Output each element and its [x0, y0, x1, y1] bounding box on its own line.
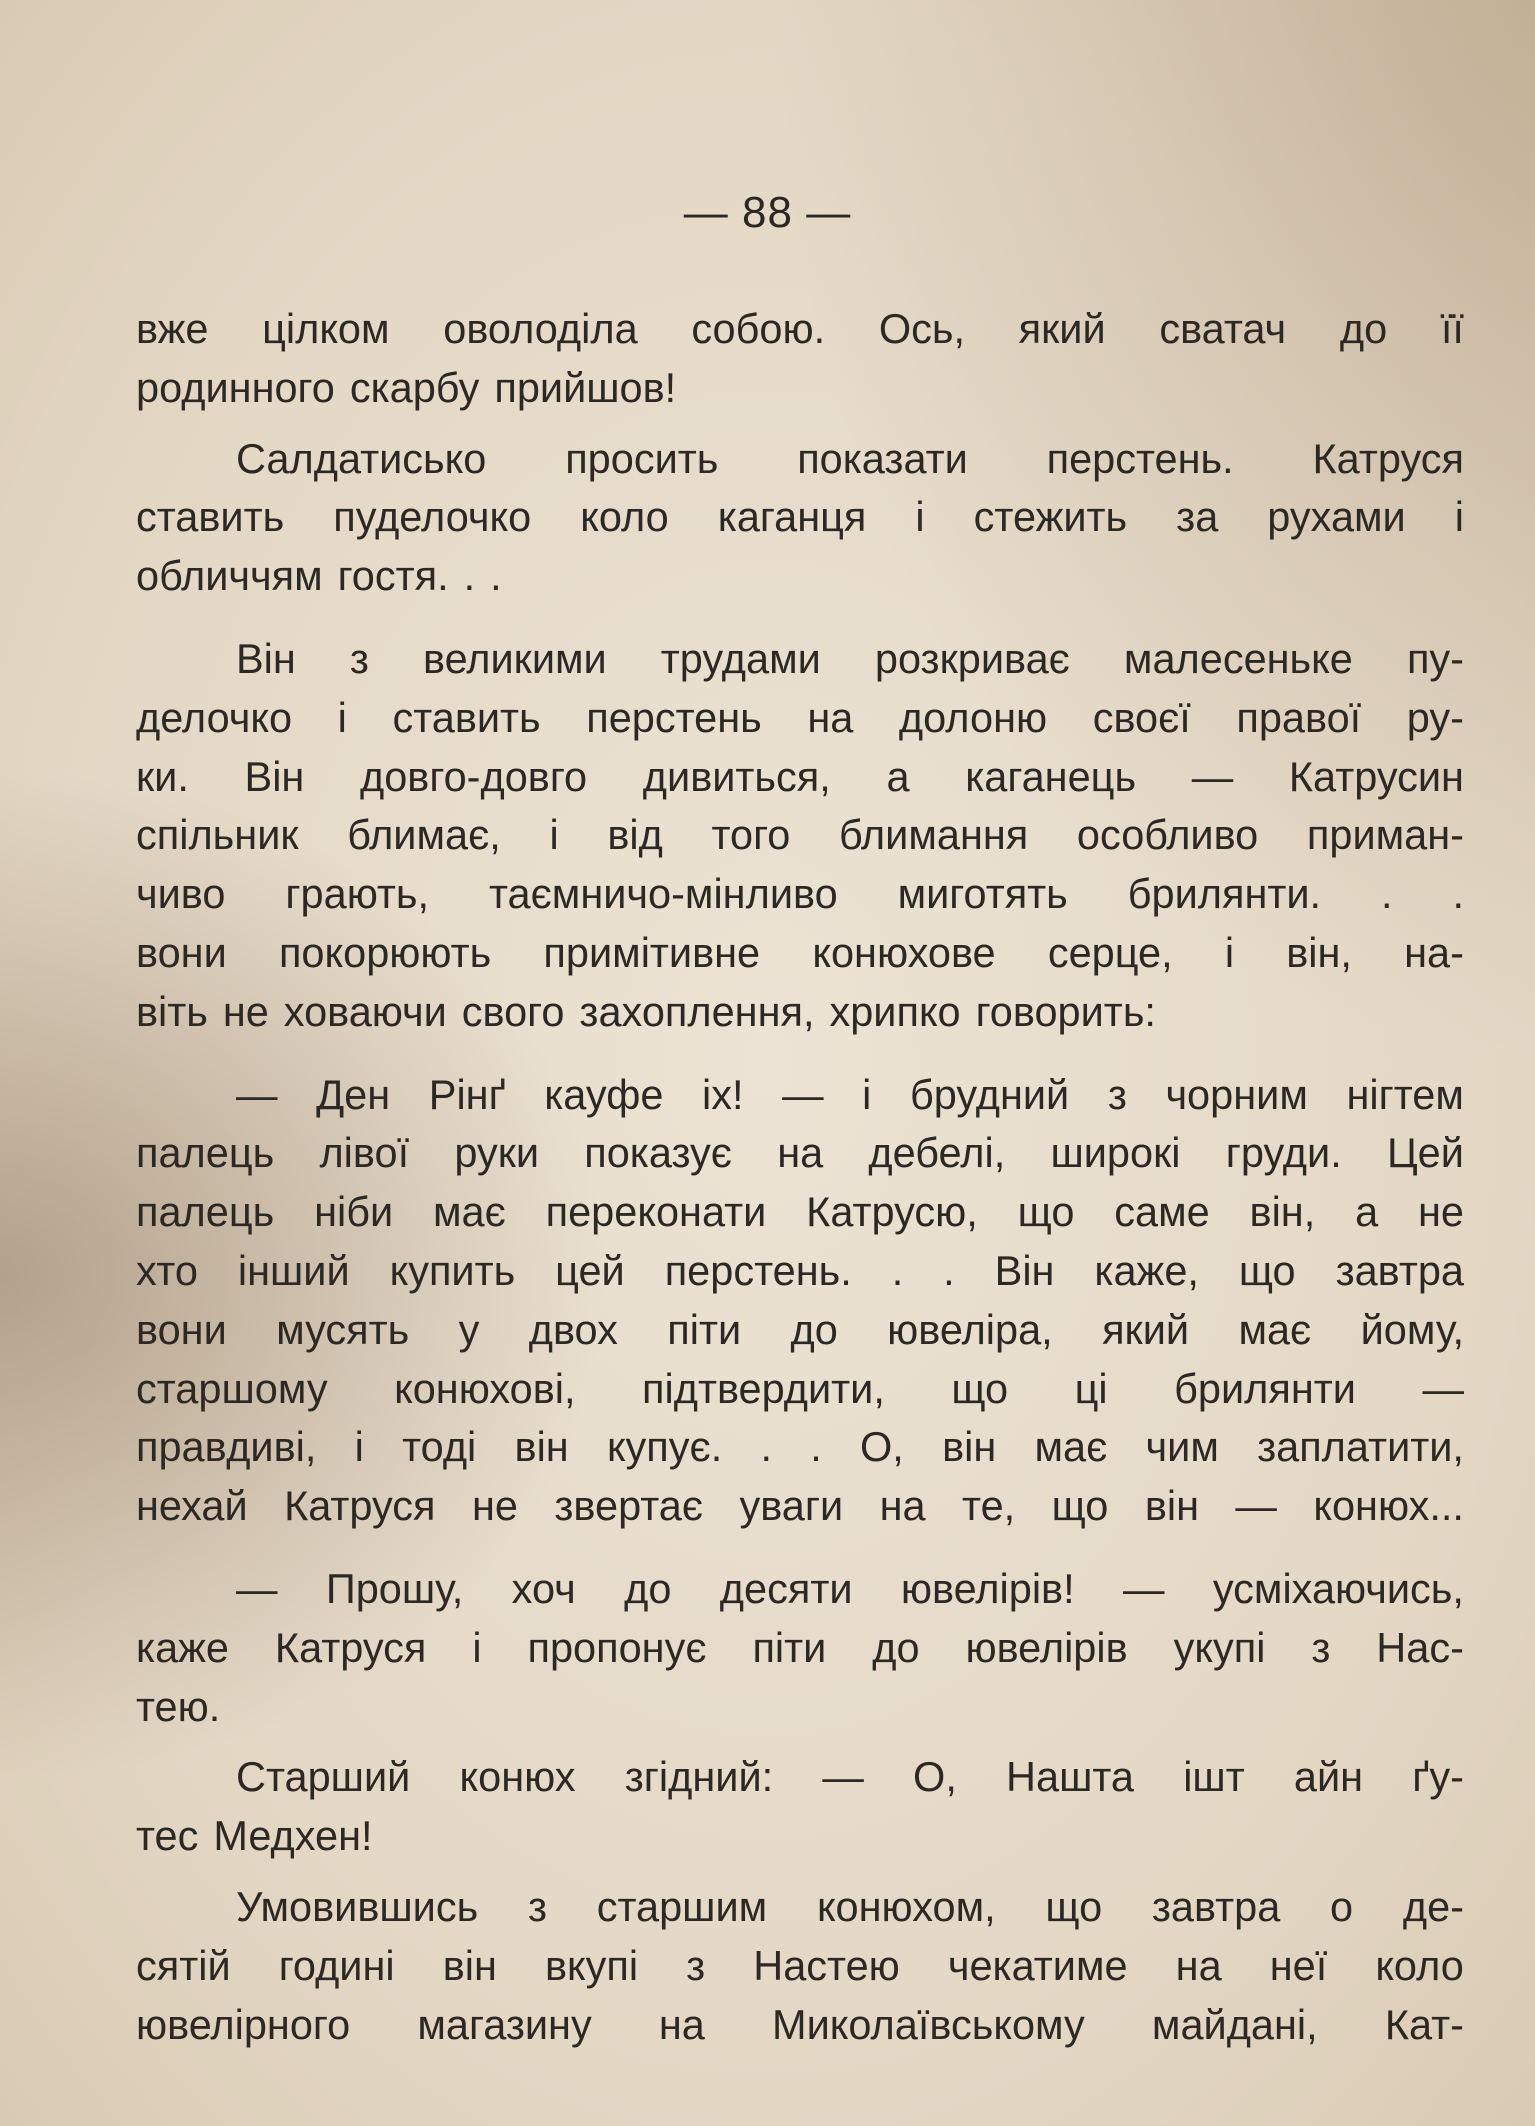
word: і: [1224, 928, 1235, 976]
word: завтра: [1151, 1882, 1281, 1930]
word: .: [1381, 870, 1393, 918]
word: правдиві,: [136, 1423, 317, 1471]
word: вже: [136, 305, 209, 352]
word: —: [236, 1564, 278, 1612]
word: лівої: [319, 1129, 410, 1177]
word: трудами: [660, 634, 821, 682]
word: айн: [1293, 1753, 1364, 1801]
word: підтвердити,: [642, 1364, 885, 1412]
word: палець: [136, 1188, 275, 1236]
word: .: [891, 1246, 904, 1294]
word: —: [782, 1070, 824, 1118]
word: Він: [236, 634, 296, 682]
word: який: [1102, 1305, 1190, 1353]
word: ювелірів: [965, 1623, 1128, 1671]
word: каганець: [965, 752, 1137, 800]
word: Ось,: [878, 305, 965, 352]
word: від: [607, 811, 663, 859]
word: переконати: [545, 1188, 767, 1236]
word: о: [1330, 1882, 1354, 1930]
word: ніби: [314, 1188, 394, 1236]
word: просить: [565, 434, 719, 482]
word: на: [658, 2000, 705, 2048]
word: з: [1107, 1070, 1127, 1118]
text-line: [136, 1878, 1464, 1937]
word: особливо: [1076, 811, 1259, 859]
word: дебелі,: [868, 1129, 1006, 1177]
word: укупі: [1173, 1623, 1266, 1671]
word: до: [872, 1623, 920, 1671]
word: перстень.: [664, 1246, 852, 1294]
text-line: [136, 300, 1464, 359]
word: хто: [136, 1246, 198, 1294]
word: делочко: [136, 693, 293, 741]
word: миготять: [897, 870, 1068, 918]
word: піти: [752, 1623, 827, 1671]
word: має: [1238, 1305, 1312, 1353]
word: долоню: [898, 693, 1048, 741]
word: .: [810, 1423, 822, 1471]
text-line: [136, 1183, 1464, 1242]
word: .: [463, 552, 476, 600]
word: цей: [555, 1246, 625, 1294]
text-line: [136, 359, 1464, 418]
word: до: [624, 1564, 672, 1612]
word: О,: [913, 1753, 957, 1801]
word: коло: [1375, 1941, 1464, 1989]
word: нігтем: [1346, 1070, 1464, 1118]
text-line: [136, 806, 1464, 865]
text-line: [136, 1242, 1464, 1301]
word: на-: [1404, 928, 1464, 976]
word: годині: [278, 1941, 395, 1989]
word: правої: [1236, 693, 1362, 741]
text-line: [136, 1418, 1464, 1477]
word: Катрусин: [1288, 752, 1464, 800]
word: приман-: [1306, 811, 1464, 859]
word: .: [490, 552, 502, 600]
word: Катруся: [284, 1482, 436, 1530]
word: уваги: [739, 1482, 844, 1530]
word: .: [943, 1246, 955, 1294]
word: з: [349, 634, 369, 682]
word: пу-: [1406, 634, 1464, 682]
word: нехай: [136, 1482, 248, 1530]
word: —: [1191, 752, 1234, 800]
word: ґу-: [1412, 1753, 1464, 1801]
word: каганця: [717, 493, 867, 541]
word: він,: [1249, 1188, 1316, 1236]
word: хрипко: [829, 987, 961, 1035]
word: що: [1045, 1882, 1103, 1930]
word: усміхаючись,: [1212, 1564, 1464, 1612]
word: на: [777, 1129, 824, 1177]
word: не: [222, 987, 269, 1035]
word: вкупі: [544, 1941, 639, 1989]
word: конюхове: [812, 928, 996, 976]
word: купить: [389, 1246, 516, 1294]
word: не: [471, 1482, 518, 1530]
word: своєї: [1092, 693, 1191, 741]
text-line: [136, 547, 1464, 606]
word: має: [433, 1188, 506, 1236]
word: і: [549, 811, 559, 859]
word: дивиться,: [642, 752, 831, 800]
word: Катруся: [1312, 434, 1464, 482]
page-number: — 88 —: [683, 188, 852, 237]
word: хоч: [511, 1564, 576, 1612]
word: який: [1018, 305, 1106, 352]
text-line: [136, 748, 1464, 807]
word: родинного: [136, 363, 335, 411]
word: до: [1339, 305, 1388, 352]
word: спільник: [136, 811, 299, 859]
word: Цей: [1386, 1129, 1464, 1177]
word: вони: [136, 1305, 227, 1353]
word: з: [686, 1941, 706, 1989]
word: пуделочко: [333, 493, 532, 541]
word: завтра: [1335, 1246, 1464, 1294]
word: чиво: [136, 870, 226, 918]
word: блимання: [839, 811, 1029, 859]
text-line: [136, 865, 1464, 924]
word: віть: [136, 987, 208, 1035]
word: він,: [1286, 928, 1352, 976]
word: малесеньке: [1123, 634, 1353, 682]
word: ці: [1074, 1364, 1108, 1412]
word: і: [1454, 493, 1464, 541]
word: брилянти.: [1127, 870, 1322, 918]
word: конюх...: [1313, 1482, 1464, 1530]
word: —: [1123, 1564, 1165, 1612]
word: ставить: [136, 493, 285, 541]
word: тоді: [402, 1423, 477, 1471]
word: і: [337, 693, 347, 741]
word: примітивне: [543, 928, 761, 976]
word: вони: [136, 928, 227, 976]
word: кауфе: [544, 1070, 664, 1118]
word: обличчям: [136, 552, 323, 600]
word: того: [711, 811, 791, 859]
word: Ден: [316, 1070, 391, 1118]
word: Прошу,: [325, 1564, 464, 1612]
word: таємничо-мінливо: [488, 870, 838, 918]
word: чекатиме: [947, 1941, 1128, 1989]
word: ювелірного: [136, 2000, 351, 2048]
text-line: [136, 1748, 1464, 1807]
word: великими: [422, 634, 607, 682]
word: оволоділа: [443, 305, 638, 352]
word: з: [527, 1882, 547, 1930]
word: показати: [797, 434, 968, 482]
word: серце,: [1047, 928, 1173, 976]
word: ховаючи: [283, 987, 447, 1035]
word: а: [886, 752, 910, 800]
word: заплатити,: [1257, 1423, 1464, 1471]
word: тею.: [136, 1682, 221, 1730]
word: чорним: [1165, 1070, 1308, 1118]
word: сватач: [1159, 305, 1287, 352]
word: палець: [136, 1129, 275, 1177]
word: покорюють: [278, 928, 492, 976]
word: рухами: [1267, 493, 1406, 541]
word: ішт: [1183, 1753, 1245, 1801]
word: неї: [1269, 1941, 1328, 1989]
word: з: [1311, 1623, 1331, 1671]
text-line: [136, 983, 1464, 1042]
word: груди.: [1225, 1129, 1342, 1177]
word: купує.: [606, 1423, 723, 1471]
word: говорить:: [975, 987, 1156, 1035]
word: він: [1144, 1482, 1199, 1530]
word: Салдатисько: [236, 434, 487, 482]
word: старшим: [596, 1882, 768, 1930]
word: —: [822, 1753, 864, 1801]
word: Катрусю,: [806, 1188, 978, 1236]
text-line: [136, 1619, 1464, 1678]
word: до: [790, 1305, 838, 1353]
word: —: [1235, 1482, 1277, 1530]
word: звертає: [554, 1482, 704, 1530]
word: старшому: [136, 1364, 328, 1412]
word: каже,: [1094, 1246, 1199, 1294]
text-line: [136, 1124, 1464, 1183]
word: Кат-: [1384, 2000, 1464, 2048]
word: інший: [237, 1246, 350, 1294]
word: прийшов!: [494, 363, 677, 411]
word: О,: [860, 1423, 904, 1471]
word: те,: [962, 1482, 1016, 1530]
word: сятій: [136, 1941, 231, 1989]
text-line: [136, 1807, 1464, 1866]
word: брилянти: [1174, 1364, 1356, 1412]
word: має: [1034, 1423, 1108, 1471]
word: йому,: [1360, 1305, 1464, 1353]
text-line: [136, 430, 1464, 489]
word: де-: [1402, 1882, 1464, 1930]
word: Нашта: [1006, 1753, 1135, 1801]
word: широкі: [1050, 1129, 1181, 1177]
word: і: [472, 1623, 482, 1671]
word: він: [442, 1941, 497, 1989]
text-line: [136, 689, 1464, 748]
word: двох: [528, 1305, 618, 1353]
word: що: [1051, 1482, 1109, 1530]
word: Настею: [753, 1941, 900, 1989]
text-line: [136, 1560, 1464, 1619]
word: не: [1417, 1188, 1464, 1236]
word: магазину: [417, 2000, 592, 2048]
word: і: [354, 1423, 364, 1471]
text-line: [136, 1360, 1464, 1419]
word: ру-: [1406, 693, 1464, 741]
word: захоплення,: [579, 987, 815, 1035]
text-line: [136, 1937, 1464, 1996]
word: стежить: [973, 493, 1128, 541]
word: ювеліра,: [887, 1305, 1053, 1353]
word: руки: [454, 1129, 540, 1177]
word: свого: [461, 987, 565, 1035]
word: Він: [994, 1246, 1055, 1294]
word: .: [1452, 870, 1464, 918]
word: іх!: [702, 1070, 744, 1118]
word: Нас-: [1376, 1623, 1464, 1671]
word: коло: [580, 493, 669, 541]
word: гостя.: [337, 552, 449, 600]
word: він: [942, 1423, 997, 1471]
text-line: [136, 1301, 1464, 1360]
text-line: [136, 488, 1464, 547]
word: майдані,: [1151, 2000, 1318, 2048]
page-text: [136, 300, 1464, 2054]
word: довго-довго: [360, 752, 588, 800]
word: брудний: [909, 1070, 1070, 1118]
word: що: [1017, 1188, 1075, 1236]
text-line: [136, 1477, 1464, 1536]
word: і: [915, 493, 925, 541]
text-line: [136, 924, 1464, 983]
word: у: [458, 1305, 480, 1353]
word: за: [1176, 493, 1219, 541]
word: на: [807, 693, 854, 741]
text-line: [136, 1678, 1464, 1737]
word: на: [879, 1482, 926, 1530]
word: тес: [136, 1812, 199, 1860]
word: конюхом,: [816, 1882, 996, 1930]
word: —: [1422, 1364, 1464, 1412]
word: показує: [584, 1129, 732, 1177]
word: скарбу: [349, 363, 480, 411]
word: мусять: [276, 1305, 410, 1353]
word: .: [760, 1423, 773, 1471]
word: він: [514, 1423, 569, 1471]
word: конюхові,: [394, 1364, 576, 1412]
word: ставить: [392, 693, 541, 741]
word: Медхен!: [213, 1812, 373, 1860]
word: саме: [1114, 1188, 1210, 1236]
word: —: [236, 1070, 278, 1118]
word: блимає,: [347, 811, 501, 859]
word: Катруся: [274, 1623, 427, 1671]
word: піти: [667, 1305, 742, 1353]
word: що: [951, 1364, 1009, 1412]
word: а: [1355, 1188, 1379, 1236]
word: Миколаївському: [772, 2000, 1085, 2048]
word: перстень.: [1046, 434, 1234, 482]
word: Умовившись: [236, 1882, 479, 1930]
word: що: [1238, 1246, 1296, 1294]
word: Він: [244, 752, 305, 800]
word: перстень: [586, 693, 762, 741]
word: і: [862, 1070, 872, 1118]
word: каже: [136, 1623, 229, 1671]
word: згідний:: [624, 1753, 774, 1801]
word: Старший: [236, 1753, 411, 1801]
text-line: [136, 1996, 1464, 2055]
word: собою.: [691, 305, 826, 352]
word: розкриває: [874, 634, 1070, 682]
word: ки.: [136, 752, 189, 800]
word: грають,: [285, 870, 430, 918]
word: її: [1440, 305, 1464, 352]
word: ювелірів!: [900, 1564, 1075, 1612]
word: десяти: [719, 1564, 853, 1612]
word: конюх: [459, 1753, 576, 1801]
text-line: [136, 1066, 1464, 1125]
text-line: [136, 630, 1464, 689]
word: чим: [1145, 1423, 1219, 1471]
word: Рінґ: [428, 1070, 506, 1118]
word: на: [1175, 1941, 1222, 1989]
word: пропонує: [527, 1623, 707, 1671]
word: цілком: [262, 305, 390, 352]
